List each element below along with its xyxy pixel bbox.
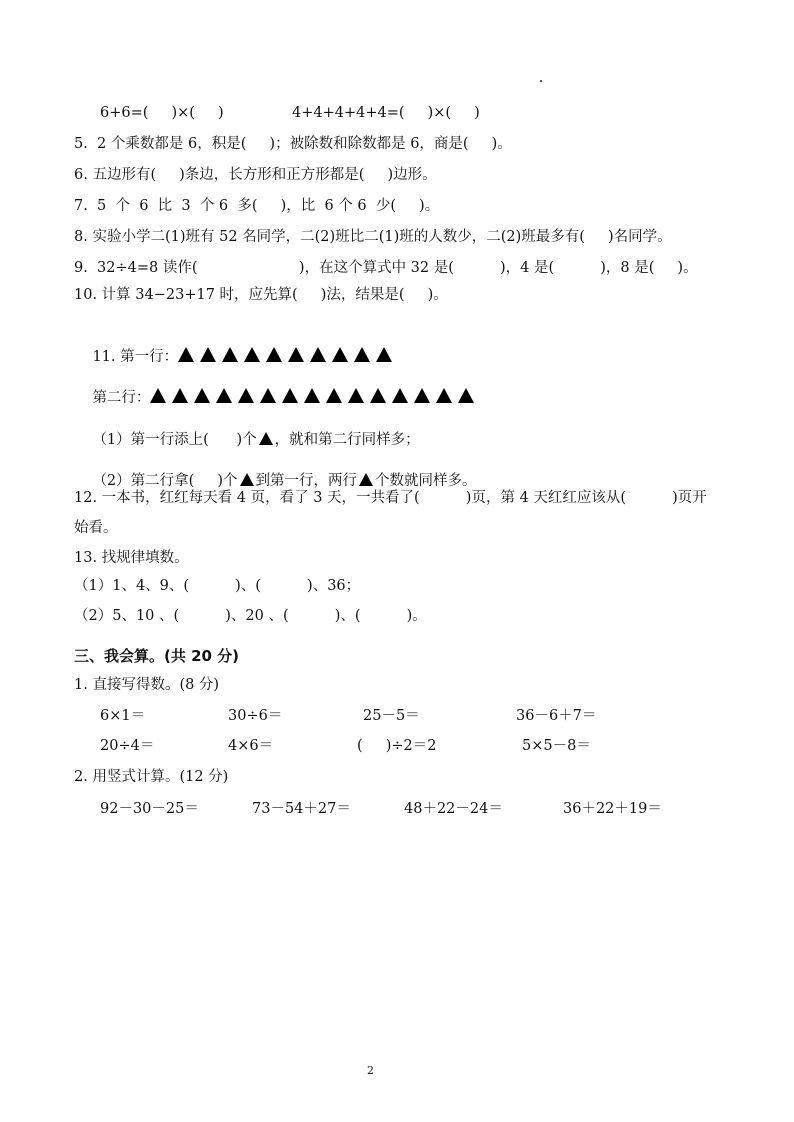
- vertical-calc-2: 73－54＋27＝: [252, 801, 351, 817]
- triangle-icon: [414, 388, 430, 403]
- page-number: 2: [367, 1064, 374, 1077]
- stray-mark: [540, 80, 542, 82]
- question-12-line1: 12. 一本书，红红每天看 4 页，看了 3 天，一共看了( )页，第 4 天红红应该从( )页开: [74, 490, 707, 506]
- triangle-icon: [259, 432, 273, 445]
- triangle-icon: [238, 388, 254, 403]
- vertical-calc-1: 92－30－25＝: [100, 801, 199, 817]
- triangle-icon: [150, 388, 166, 403]
- question-5: 5. 2 个乘数都是 6，积是( )；被除数和除数都是 6，商是( )。: [74, 136, 512, 152]
- question-6: 6. 五边形有( )条边，长方形和正方形都是( )边形。: [74, 167, 437, 183]
- line-multiplication-6: 6+6=( )×( ): [100, 105, 224, 121]
- triangle-icon: [326, 388, 342, 403]
- question-13-part1: （1）1、4、9、( )、( )、36；: [74, 578, 361, 594]
- q11-2-text-a: （2）第二行拿( )个: [92, 473, 238, 489]
- calc-6: 4×6＝: [228, 738, 274, 754]
- triangle-row-2: [150, 390, 480, 406]
- triangle-icon: [244, 347, 260, 362]
- vertical-calc-4: 36＋22＋19＝: [563, 801, 662, 817]
- question-12-line2: 始看。: [74, 520, 118, 536]
- triangle-icon: [194, 388, 210, 403]
- vertical-calc-3: 48＋22－24＝: [404, 801, 503, 817]
- calc-8: 5×5－8＝: [522, 738, 591, 754]
- triangle-icon: [354, 347, 370, 362]
- question-9: 9. 32÷4=8 读作( )，在这个算式中 32 是( )，4 是( )，8 是( )。: [74, 260, 698, 276]
- question-13-part2: （2）5、10 、( )、20 、( )、( )。: [74, 608, 427, 624]
- triangle-icon: [348, 388, 364, 403]
- section-3-heading: 三、我会算。(共 20 分): [74, 647, 240, 665]
- triangle-icon: [392, 388, 408, 403]
- calc-5: 20÷4＝: [100, 738, 155, 754]
- triangle-icon: [332, 347, 348, 362]
- section-3-item-1: 1. 直接写得数。(8 分): [74, 677, 220, 693]
- triangle-icon: [436, 388, 452, 403]
- triangle-icon: [240, 473, 254, 486]
- triangle-icon: [178, 347, 194, 362]
- q11-2-text-b: 到第一行，两行: [255, 473, 358, 489]
- question-13: 13. 找规律填数。: [74, 550, 189, 566]
- line-multiplication-4: 4+4+4+4+4=( )×( ): [292, 105, 480, 121]
- row2-label: 第二行：: [92, 390, 151, 406]
- triangle-icon: [282, 388, 298, 403]
- q11-1-text-b: ，就和第二行同样多；: [274, 432, 420, 448]
- triangle-icon: [222, 347, 238, 362]
- triangle-icon: [370, 388, 386, 403]
- triangle-icon: [304, 388, 320, 403]
- triangle-icon: [266, 347, 282, 362]
- triangle-icon: [260, 388, 276, 403]
- calc-1: 6×1＝: [100, 708, 146, 724]
- calc-2: 30÷6＝: [228, 708, 283, 724]
- question-10: 10. 计算 34−23+17 时，应先算( )法，结果是( )。: [74, 287, 448, 303]
- question-7: 7. 5 个 6 比 3 个 6 多( )，比 6 个 6 少( )。: [74, 198, 440, 214]
- calc-4: 36－6＋7＝: [516, 708, 597, 724]
- triangle-icon: [310, 347, 326, 362]
- calc-7: ( )÷2＝2: [357, 738, 437, 754]
- section-3-item-2: 2. 用竖式计算。(12 分): [74, 769, 229, 785]
- triangle-icon: [172, 388, 188, 403]
- triangle-icon: [216, 388, 232, 403]
- triangle-icon: [200, 347, 216, 362]
- triangle-icon: [458, 388, 474, 403]
- triangle-icon: [359, 473, 373, 486]
- triangle-icon: [288, 347, 304, 362]
- calc-3: 25－5＝: [363, 708, 420, 724]
- triangle-icon: [376, 347, 392, 362]
- q11-1-text-a: （1）第一行添上( )个: [92, 432, 257, 448]
- triangle-row-1: [178, 349, 398, 365]
- question-8: 8. 实验小学二(1)班有 52 名同学，二(2)班比二(1)班的人数少，二(2)班最多有( )名同学。: [74, 229, 672, 245]
- q11-2-text-c: 个数就同样多。: [375, 473, 477, 489]
- row1-label: 11. 第一行：: [92, 349, 179, 365]
